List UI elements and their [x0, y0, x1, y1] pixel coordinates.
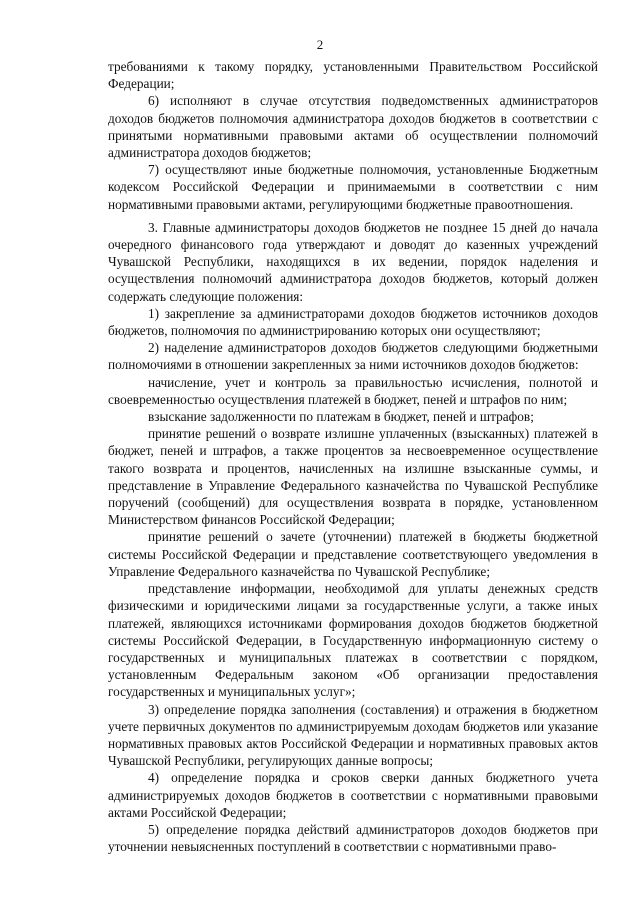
paragraph-continuation: требованиями к такому порядку, установленными Правительством Российской Федерации;: [108, 59, 598, 92]
paragraph-item-4: 4) определение порядка и сроков сверки данных бюджетного учета администрируемых доходов бюджетов в соответствии с нормативными правовыми актами Российской Федерации;: [108, 770, 598, 820]
paragraph-item-1: 1) закрепление за администраторами доходов бюджетов источников доходов бюджетов, полномочия по администрированию которых они осуществляют;: [108, 305, 598, 339]
paragraph-item-3: 3) определение порядка заполнения (составления) и отражения в бюджетном учете первичных документов по администрируемым доходам бюджетов или указание нормативных правовых актов Российской Федерации и нормативных правовых актов Чувашской Республики, регулирующих данные вопросы;: [108, 701, 598, 769]
paragraph-item-6: 6) исполняют в случае отсутствия подведомственных администраторов доходов бюджетов полномочия администратора доходов бюджетов в соответствии с принятыми нормативными правовыми актами об осуществлении полномочий администратора доходов бюджетов;: [108, 93, 598, 161]
paragraph-item-7: 7) осуществляют иные бюджетные полномочия, установленные Бюджетным кодексом Российской Федерации и принимаемыми в соответствии с ним нормативными правовыми актами, регулирующими бюджетные правоотношения.: [108, 162, 598, 212]
page-number: 2: [316, 37, 324, 52]
paragraph-section-3: 3. Главные администраторы доходов бюджетов не позднее 15 дней до начала очередного финансового года утверждают и доводят до казенных учреждений Чувашской Республики, находящихся в их ведении, порядок наделения и осуществления полномочий администратора доходов бюджетов, который должен содержать следующие положения:: [108, 219, 598, 304]
paragraph-accrual: начисление, учет и контроль за правильностью исчисления, полнотой и своевременностью осуществления платежей в бюджет, пеней и штрафов по ним;: [108, 374, 598, 407]
paragraph-debt-collection: взыскание задолженности по платежам в бюджет, пеней и штрафов;: [148, 409, 534, 425]
paragraph-item-2: 2) наделение администраторов доходов бюджетов следующими бюджетными полномочиями в отношении закрепленных за ними источников доходов бюджетов:: [108, 340, 598, 373]
paragraph-item-5: 5) определение порядка действий администраторов доходов бюджетов при уточнении невыясненных поступлений в соответствии с нормативными право-: [108, 821, 598, 855]
paragraph-refund-decisions: принятие решений о возврате излишне уплаченных (взысканных) платежей в бюджет, пеней и штрафов, а также процентов за несвоевременное осуществление такого возврата и процентов, начисленных на излишне взысканные суммы, и представление в Управление Федерального казначейства по Чувашской Республике поручений (сообщений) для осуществления возврата в порядке, установленном Министерством финансов Российской Федерации;: [108, 426, 598, 528]
paragraph-information-provision: представление информации, необходимой для уплаты денежных средств физическими и юридическими лицами за государственные услуги, а также иных платежей, являющихся источниками формирования доходов бюджетов бюджетной системы Российской Федерации, в Государственную информационную систему о государственных и муниципальных платежах в соответствии с порядком, установленным Федеральным законом «Об организации предоставления государственных и муниципальных услуг»;: [108, 581, 598, 700]
document-body: [108, 58, 598, 855]
paragraph-offset-decisions: принятие решений о зачете (уточнении) платежей в бюджеты бюджетной системы Российской Федерации и представление соответствующего уведомления в Управление Федерального казначейства по Чувашской Республике;: [108, 529, 598, 579]
